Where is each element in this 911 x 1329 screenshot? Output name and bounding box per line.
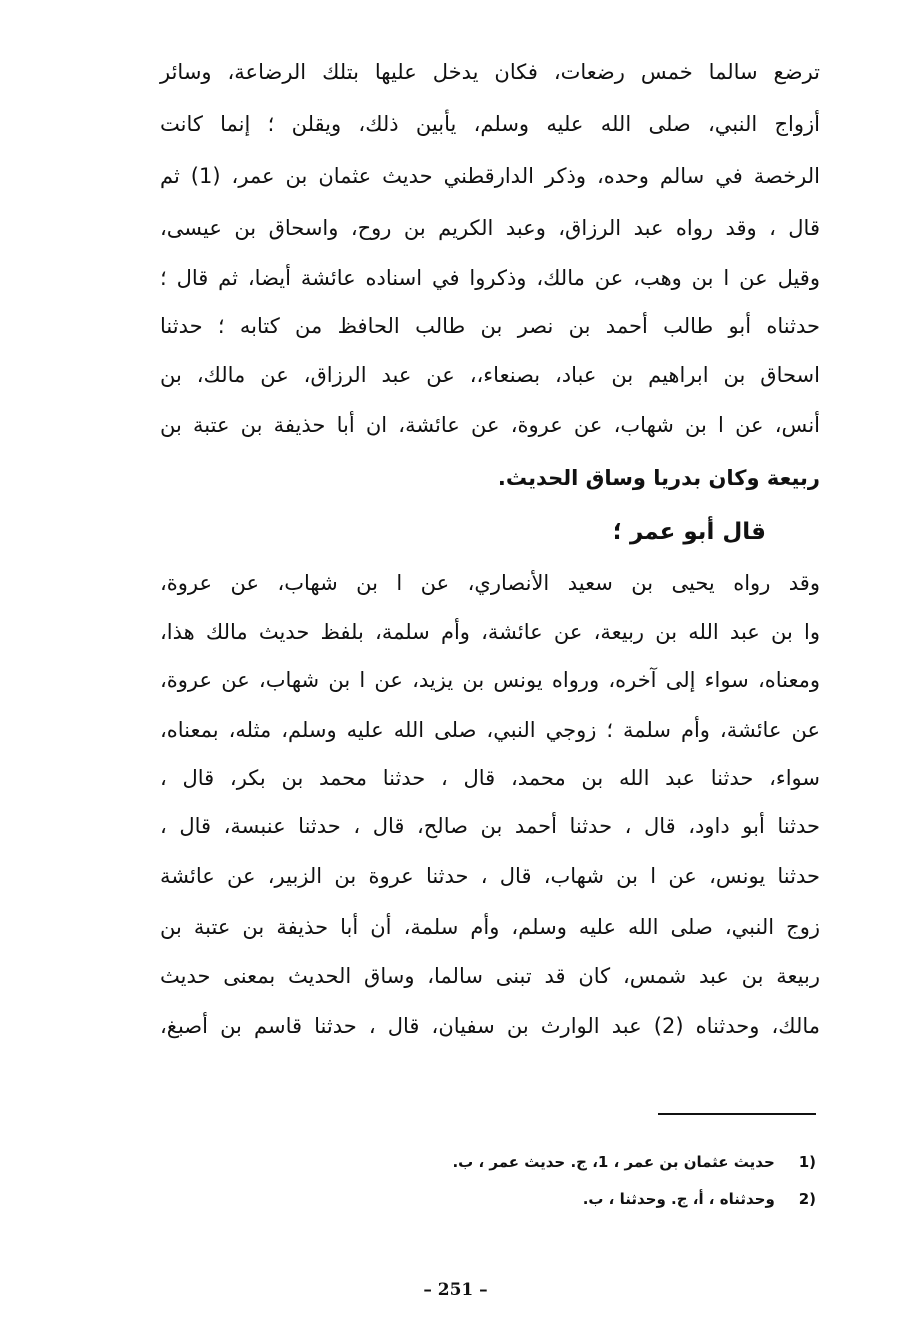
body-line: أزواج النبي، صلى الله عليه وسلم، يأبين ذلك، ويقلن ؛ إنما كانت [160, 112, 820, 136]
footnote-number: (1 [798, 1153, 816, 1171]
body-line: حدثنا أبو داود، قال ، حدثنا أحمد بن صالح، قال ، حدثنا عنبسة، قال ، [160, 814, 820, 838]
body-line: ربيعة وكان بدريا وساق الحديث. [497, 466, 820, 490]
footnote [583, 1187, 816, 1211]
footnote-text: حديث عثمان بن عمر ، 1، ج. حديث عمر ، ب. [452, 1153, 775, 1171]
footnote [452, 1150, 816, 1174]
body-line: ربيعة بن عبد شمس، كان قد تبنى سالما، وساق الحديث بمعنى حديث [160, 964, 820, 988]
body-line: حدثنا يونس، عن ا بن شهاب، قال ، حدثنا عروة بن الزبير، عن عائشة [160, 864, 820, 888]
body-line: وا بن عبد الله بن ربيعة، عن عائشة، وأم سلمة، بلفظ حديث مالك هذا، [160, 620, 820, 644]
body-line: قال ، وقد رواه عبد الرزاق، وعبد الكريم بن روح، واسحاق بن عيسى، [160, 216, 820, 240]
body-line: زوج النبي، صلى الله عليه وسلم، وأم سلمة، أن أبا حذيفة بن عتبة بن [160, 915, 820, 939]
body-line: ومعناه، سواء إلى آخره، ورواه يونس بن يزيد، عن ا بن شهاب، عن عروة، [160, 668, 820, 692]
body-line: حدثناه أبو طالب أحمد بن نصر بن طالب الحافظ من كتابه ؛ حدثنا [160, 314, 820, 338]
body-line: الرخصة في سالم وحده، وذكر الدارقطني حديث عثمان بن عمر، (1) ثم [160, 164, 820, 188]
footnote-text: وحدثناه ، أ، ج. وحدثنا ، ب. [582, 1190, 775, 1208]
body-line: وقد رواه يحيى بن سعيد الأنصاري، عن ا بن شهاب، عن عروة، [160, 571, 820, 595]
section-heading: قال أبو عمر ؛ [612, 519, 766, 545]
body-line: عن عائشة، وأم سلمة ؛ زوجي النبي، صلى الله عليه وسلم، مثله، بمعناه، [160, 718, 820, 742]
page-number: – 251 – [423, 1280, 488, 1300]
body-line: اسحاق بن ابراهيم بن عباد، بصنعاء،، عن عبد الرزاق، عن مالك، بن [160, 363, 820, 387]
body-line: سواء، حدثنا عبد الله بن محمد، قال ، حدثنا محمد بن بكر، قال ، [160, 766, 820, 790]
footnote-number: (2 [798, 1190, 816, 1208]
body-line: أنس، عن ا بن شهاب، عن عروة، عن عائشة، ان أبا حذيفة بن عتبة بن [160, 413, 820, 437]
body-line: مالك، وحدثناه (2) عبد الوارث بن سفيان، قال ، حدثنا قاسم بن أصبغ، [160, 1014, 820, 1038]
footnote-separator [658, 1113, 816, 1115]
body-line: وقيل عن ا بن وهب، عن مالك، وذكروا في اسناده عائشة أيضا، ثم قال ؛ [160, 266, 820, 290]
body-line: ترضع سالما خمس رضعات، فكان يدخل عليها بتلك الرضاعة، وسائر [160, 60, 820, 84]
